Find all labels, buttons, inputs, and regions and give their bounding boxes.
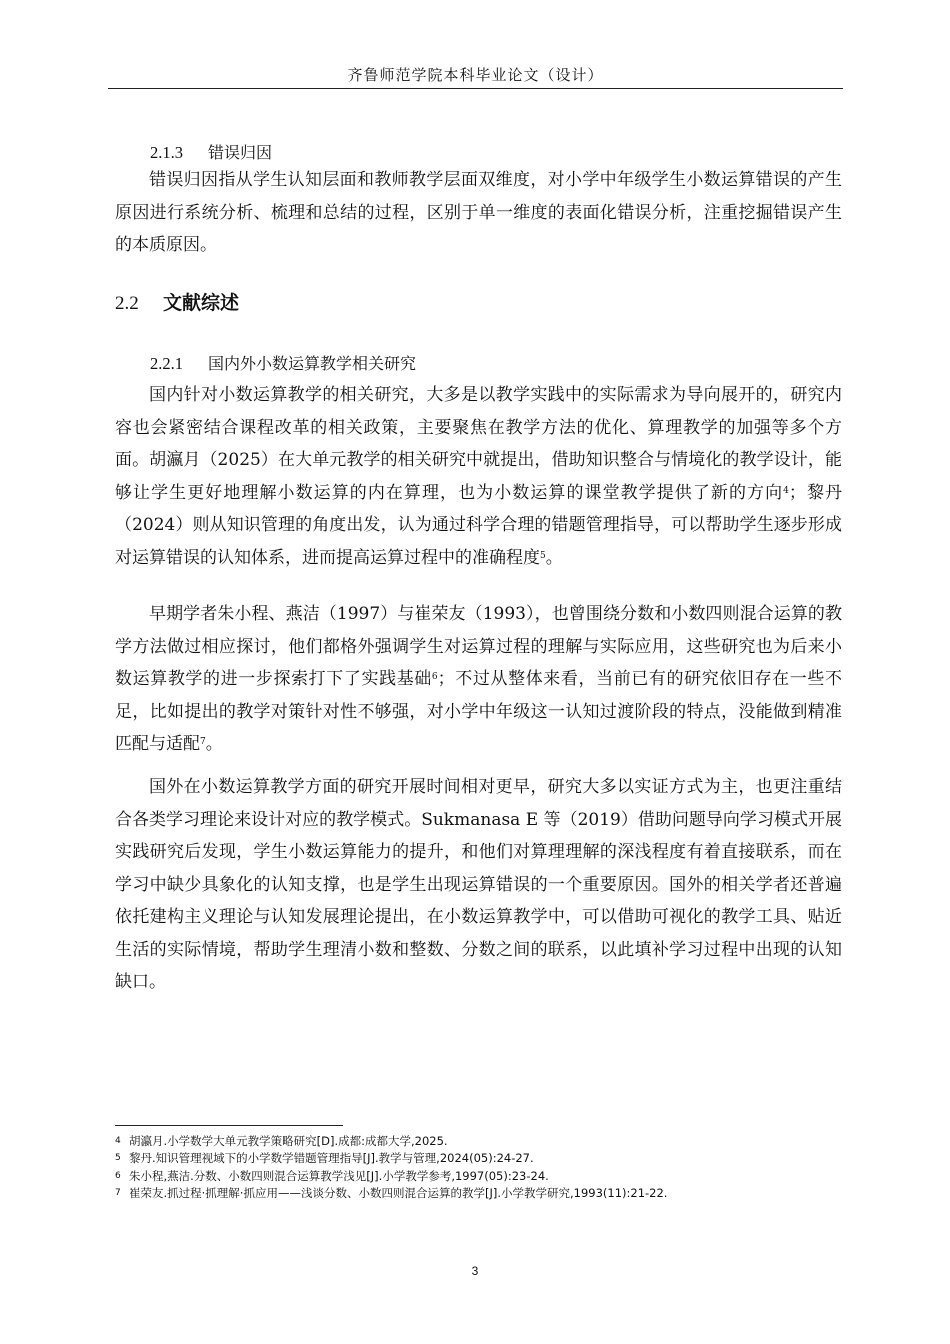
footnote-text: 黎丹.知识管理视域下的小学数学错题管理指导[J].教学与管理,2024(05):24-27. [129, 1151, 534, 1166]
footnote-ref[interactable]: 7 [200, 737, 206, 747]
section-title: 文献综述 [163, 292, 240, 314]
running-header: 齐鲁师范学院本科毕业论文（设计） [347, 66, 604, 84]
text-run: 早期学者朱小程、燕洁（1997）与崔荣友（1993），也曾围绕分数和小数四则混合运算的教学方法做过相应探讨，他们都格外强调学生对运算过程的理解与实际应用，这些研究也为后来小数运算教学的进一步探索打下了实践基础 [115, 604, 842, 689]
footnote-text: 崔荣友.抓过程·抓理解·抓应用——浅谈分数、小数四则混合运算的教学[J].小学教学研究,1993(11):21-22. [129, 1185, 668, 1200]
paragraph-error-attribution: 错误归因指从学生认知层面和教师教学层面双维度，对小学中年级学生小数运算错误的产生原因进行系统分析、梳理和总结的过程，区别于单一维度的表面化错误分析，注重挖掘错误产生的本质原因。 [115, 170, 842, 255]
text-run: 国内针对小数运算教学的相关研究，大多是以教学实践中的实际需求为导向展开的，研究内容也会紧密结合课程改革的相关政策，主要聚焦在教学方法的优化、算理教学的加强等多个方面。胡瀛月（2025）在大单元教学的相关研究中就提出，借助知识整合与情境化的教学设计，能够让学生更好地理解小数运算的内在算理，也为小数运算的课堂教学提供了新的方向 [115, 385, 842, 503]
page-number: 3 [471, 1264, 479, 1278]
heading-2-1-3 [150, 140, 272, 163]
heading-2-2-1 [150, 351, 416, 374]
footnote-mark: 4 [115, 1136, 121, 1146]
section-number: 2.2 [115, 293, 139, 314]
footnote-ref[interactable]: 6 [431, 672, 438, 682]
heading-2-2 [115, 288, 239, 315]
header-divider [108, 88, 843, 89]
footnote-text: 朱小程,燕洁.分数、小数四则混合运算教学浅见[J].小学教学参考,1997(05):23-24. [129, 1168, 549, 1183]
section-number: 2.1.3 [150, 143, 183, 162]
footnote-separator [115, 1125, 343, 1126]
text-run: 。 [205, 734, 223, 754]
section-title: 国内外小数运算教学相关研究 [208, 354, 417, 373]
paragraph-early-scholars [115, 598, 842, 761]
footnote-ref[interactable]: 4 [783, 485, 789, 496]
footnote-mark: 6 [115, 1170, 121, 1181]
footnote-mark: 5 [115, 1153, 121, 1164]
paragraph-domestic-research [115, 379, 842, 574]
text-run: ；不过从整体来看，当前已有的研究依旧存在一些不足，比如提出的教学对策针对性不够强，对小学中年级这一认知过渡阶段的特点，没能做到精准匹配与适配 [115, 669, 843, 754]
text-run: ；黎丹（2024）则从知识管理的角度出发，认为通过科学合理的错题管理指导，可以帮助学生逐步形成对运算错误的认知体系，进而提高运算过程中的准确程度 [115, 482, 843, 568]
text-run: 。 [545, 547, 563, 568]
footnote-item [115, 1150, 845, 1167]
footnote-mark: 7 [115, 1187, 121, 1198]
section-number: 2.2.1 [150, 354, 183, 373]
footnote-text: 胡瀛月.小学数学大单元教学策略研究[D].成都:成都大学,2025. [129, 1134, 448, 1148]
paragraph-foreign-research: 国外在小数运算教学方面的研究开展时间相对更早，研究大多以实证方式为主，也更注重结合各类学习理论来设计对应的教学模式。Sukmanasa E 等（2019）借助问题导向学习模式开展实践研究后发现，学生小数运算能力的提升，和他们对算理理解的深浅程度有着直接联系，而在学习中缺少具象化的认知支撑，也是学生出现运算错误的一个重要原因。国外的相关学者还普遍依托建构主义理论与认知发展理论提出，在小数运算教学中，可以借助可视化的教学工具、贴近生活的实际情境，帮助学生理清小数和整数、分数之间的联系，以此填补学习过程中出现的认知缺口。 [115, 777, 842, 992]
footnote-item [115, 1185, 845, 1202]
footnote-item [115, 1168, 845, 1185]
footnote-ref[interactable]: 5 [540, 550, 546, 561]
section-title: 错误归因 [208, 143, 273, 162]
footnote-item [115, 1133, 845, 1150]
footnotes [115, 1133, 845, 1202]
